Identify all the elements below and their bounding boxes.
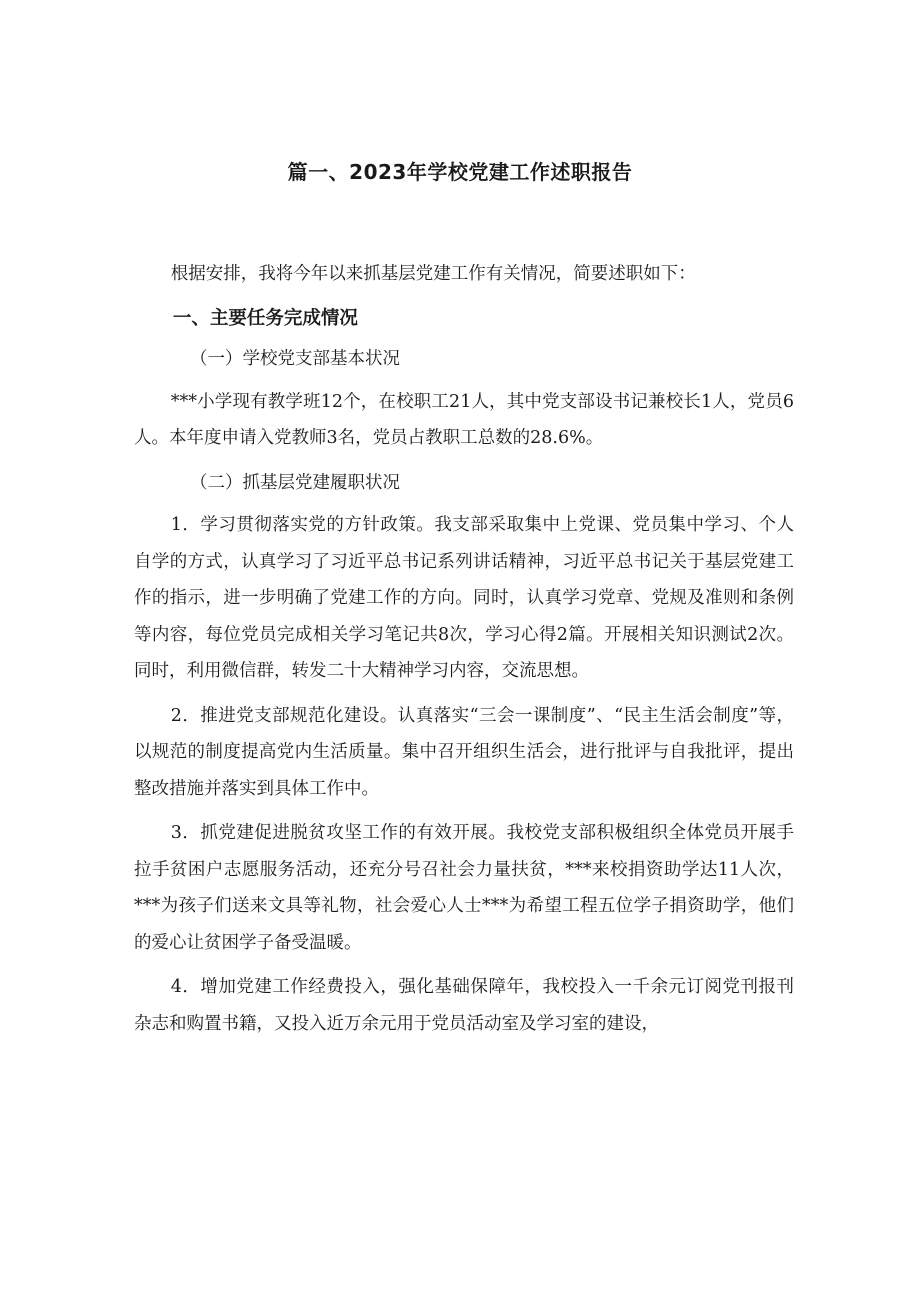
subsection-heading: （一）学校党支部基本状况 [190, 349, 400, 369]
body-paragraph: 4．增加党建工作经费投入，强化基础保障年，我校投入一千余元订阅党刊报刊杂志和购置书籍，又投入近万余元用于党员活动室及学习室的建设， [134, 977, 794, 1034]
document-title: 篇一、2023年学校党建工作述职报告 [287, 160, 633, 184]
body-paragraph: ***小学现有教学班12个，在校职工21人，其中党支部设书记兼校长1人，党员6人。本年度申请入党教师3名，党员占教职工总数的28.6%。 [134, 391, 794, 448]
body-paragraph: 2．推进党支部规范化建设。认真落实“三会一课制度”、“民主生活会制度”等，以规范的制度提高党内生活质量。集中召开组织生活会，进行批评与自我批评，提出整改措施并落实到具体工作中。 [134, 705, 794, 799]
subsection-heading: （二）抓基层党建履职状况 [190, 472, 400, 493]
intro-paragraph: 根据安排，我将今年以来抓基层党建工作有关情况，简要述职如下： [170, 264, 696, 284]
body-paragraph: 1．学习贯彻落实党的方针政策。我支部采取集中上党课、党员集中学习、个人自学的方式，认真学习了习近平总书记系列讲话精神，习近平总书记关于基层党建工作的指示，进一步明确了党建工作的方向。同时，认真学习党章、党规及准则和条例等内容，每位党员完成相关学习笔记共8次，学习心得2篇。开展相关知识测试2次。同时，利用微信群，转发二十大精神学习内容，交流思想。 [134, 515, 794, 681]
body-paragraph: 3．抓党建促进脱贫攻坚工作的有效开展。我校党支部积极组织全体党员开展手拉手贫困户志愿服务活动，还充分号召社会力量扶贫，***来校捐资助学达11人次，***为孩子们送来文具等礼物，社会爱心人士***为希望工程五位学子捐资助学，他们的爱心让贫困学子备受温暖。 [134, 823, 794, 953]
document-body [134, 256, 794, 1050]
section-heading: 一、主要任务完成情况 [172, 307, 358, 329]
